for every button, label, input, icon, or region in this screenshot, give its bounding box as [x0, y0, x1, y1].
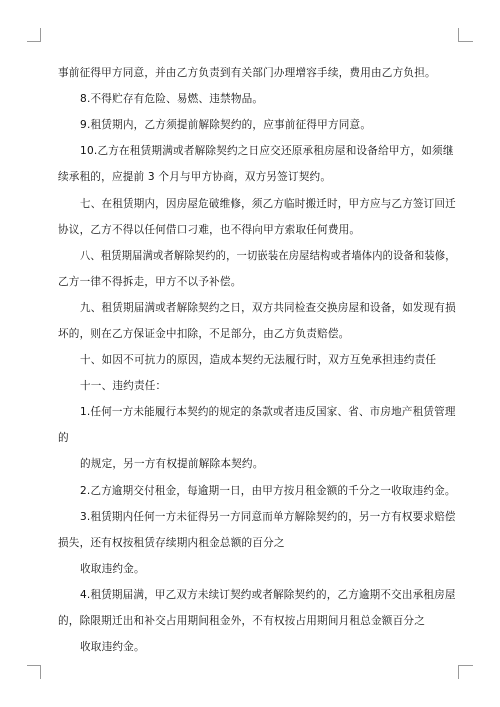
text-line: 的规定，另一方有权提前解除本契约。	[80, 458, 264, 471]
text-line: 坏的，则在乙方保证金中扣除，不足部分，由乙方负责赔偿。	[58, 327, 350, 340]
crop-mark-top-left-vertical	[40, 28, 41, 42]
crop-mark-top-right-horizontal	[459, 41, 473, 42]
text-line: 的，除限期迁出和补交占用期间租金外，不有权按占用期间月租总金额百分之	[58, 614, 425, 627]
text-line: 八、租赁期届满或者解除契约的，一切嵌装在房屋结构或者墙体内的设备和装修，	[80, 249, 456, 262]
text-line: 乙方一律不得拆走，甲方不以予补偿。	[58, 275, 242, 288]
text-line: 续承租的，应提前 3 个月与甲方协商，双方另签订契约。	[58, 171, 332, 184]
text-line: 10.乙方在租赁期满或者解除契约之日应交还原承租房屋和设备给甲方，如须继	[80, 145, 454, 158]
crop-mark-bottom-right-horizontal	[459, 665, 473, 666]
text-line: 3.租赁期内任何一方未征得另一方同意而单方解除契约的，另一方有权要求赔偿	[80, 510, 456, 523]
text-line: 收取违约金。	[80, 641, 145, 653]
text-line: 九、租赁期届满或者解除契约之日，双方共同检查交换房屋和设备，如发现有损	[80, 301, 456, 314]
text-line: 十、如因不可抗力的原因，造成本契约无法履行时，双方互免承担违约责任	[80, 354, 437, 366]
crop-mark-bottom-left-vertical	[40, 665, 41, 679]
text-line: 4.租赁期届满，甲乙双方未续订契约或者解除契约的，乙方逾期不交出承租房屋	[80, 588, 456, 601]
text-line: 9.租赁期内，乙方须提前解除契约的，应事前征得甲方同意。	[80, 119, 372, 132]
text-line: 七、在租赁期内，因房屋危破维修，须乙方临时搬迁时，甲方应与乙方签订回迁	[80, 197, 456, 210]
text-line: 收取违约金。	[80, 562, 145, 575]
text-line: 的	[58, 432, 69, 445]
crop-mark-bottom-left-horizontal	[27, 665, 41, 666]
text-line: 十一、违约责任：	[80, 380, 167, 393]
text-line: 2.乙方逾期交付租金，每逾期一日，由甲方按月租金额的千分之一收取违约金。	[80, 484, 456, 497]
text-line: 损失，还有权按租赁存续期内租金总额的百分之	[58, 536, 285, 549]
text-line: 事前征得甲方同意，并由乙方负责到有关部门办理增容手续，费用由乙方负担。	[58, 67, 436, 79]
text-line: 8.不得贮存有危险、易燃、违禁物品。	[80, 93, 264, 106]
text-line: 1.任何一方未能履行本契约的规定的条款或者违反国家、省、市房地产租赁管理	[80, 406, 456, 419]
crop-mark-top-right-vertical	[458, 28, 459, 42]
crop-mark-bottom-right-vertical	[458, 665, 459, 679]
crop-mark-top-left-horizontal	[27, 41, 41, 42]
text-line: 协议，乙方不得以任何借口刁难，也不得向甲方索取任何费用。	[58, 223, 361, 236]
